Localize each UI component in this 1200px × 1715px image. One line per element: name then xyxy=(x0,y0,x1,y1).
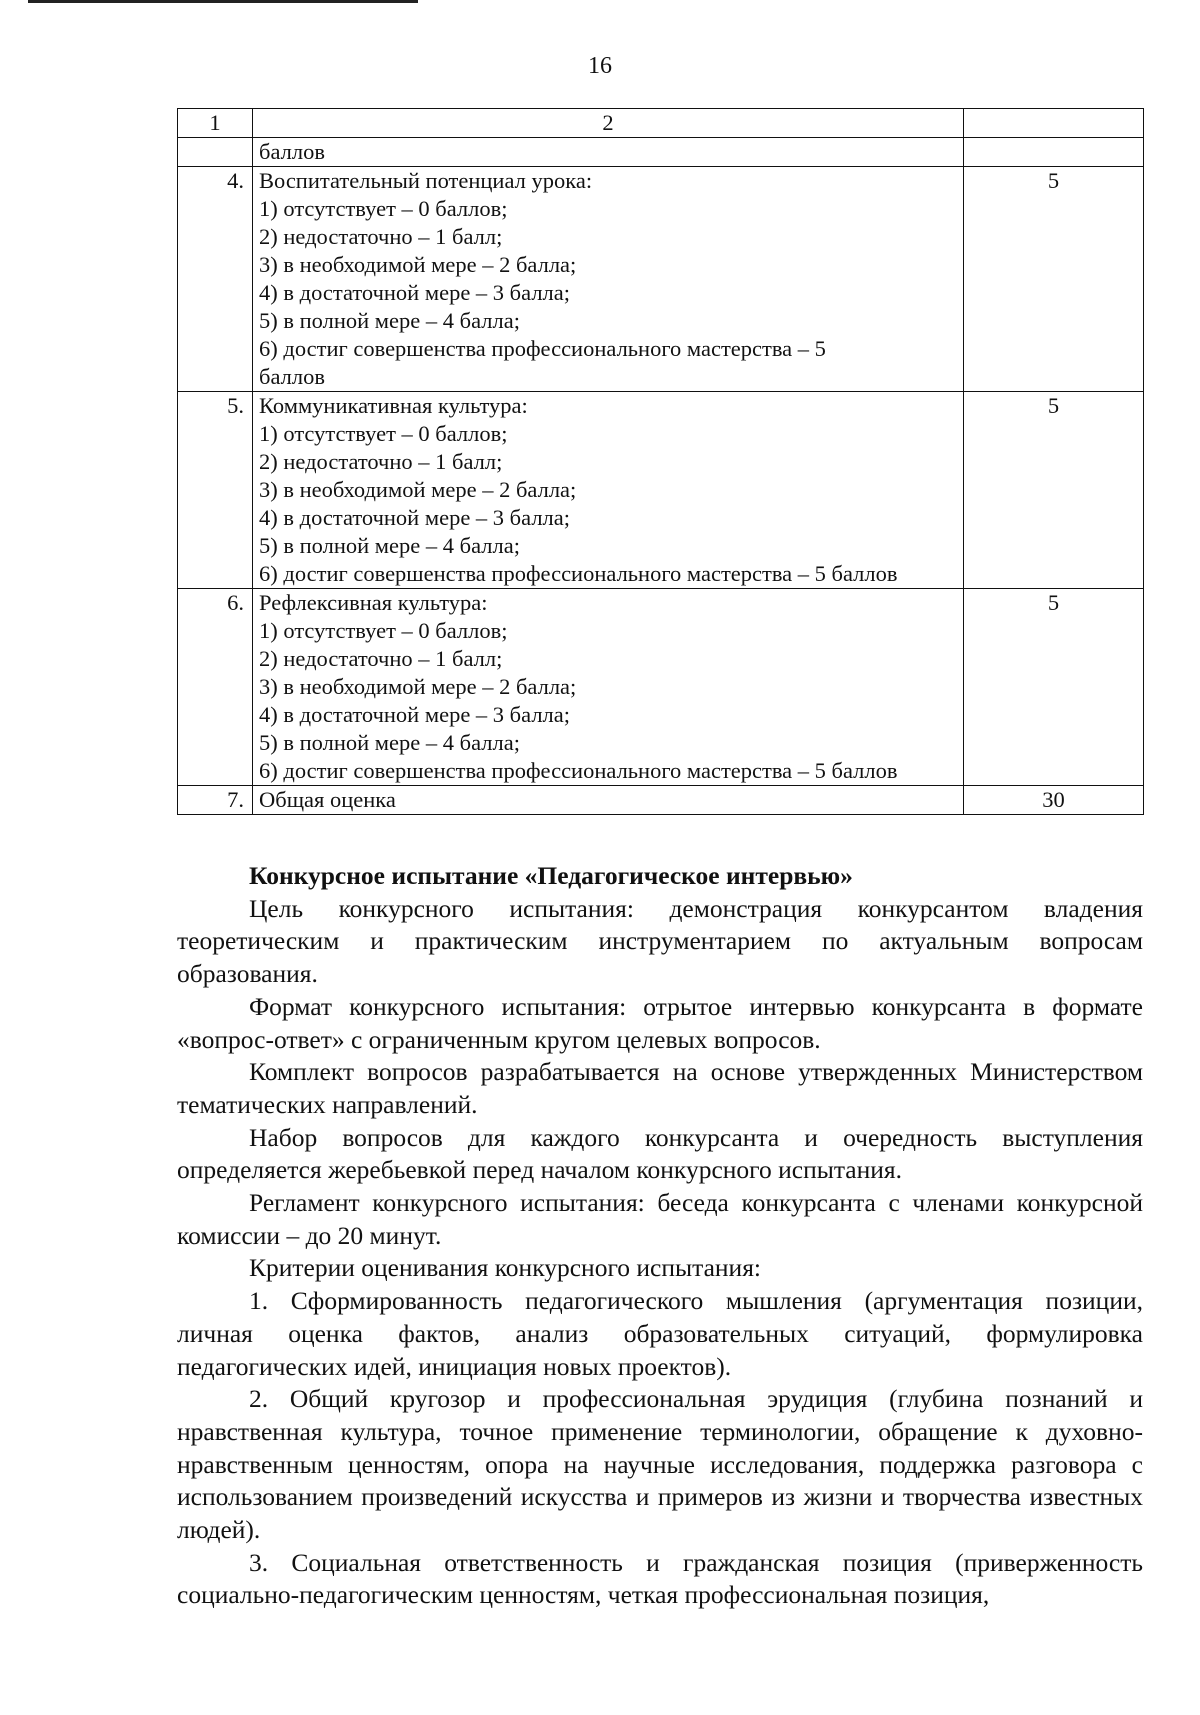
paragraph: Формат конкурсного испытания: отрытое интервью конкурсанта в формате «вопрос-ответ» с ограниченным кругом целевых вопросов. xyxy=(177,991,1143,1054)
table-cell-number: 6. xyxy=(178,589,253,786)
criterion-item: 4) в достаточной мере – 3 балла; xyxy=(259,505,571,530)
table-row xyxy=(178,167,1144,392)
body-text xyxy=(177,860,1143,1612)
criteria-table xyxy=(177,108,1144,815)
table-cell-number: 7. xyxy=(178,786,253,815)
criterion-item: 6) достиг совершенства профессионального мастерства – 5 баллов xyxy=(259,336,826,389)
criterion-item: 1) отсутствует – 0 баллов; xyxy=(259,421,508,446)
paragraph: Комплект вопросов разрабатывается на основе утвержденных Министерством тематических направлений. xyxy=(177,1057,1143,1119)
section-heading: Конкурсное испытание «Педагогическое интервью» xyxy=(249,861,853,890)
criteria-list-item: 2. Общий кругозор и профессиональная эрудиция (глубина познаний и нравственная культура, точное применение терминологии, обращение к духовно-нравственным ценностям, опора на научные исследования, поддержка разговора с использованием произведений искусства и примеров из жизни и творчества известных людей). xyxy=(177,1384,1143,1545)
table-cell-number xyxy=(178,138,253,167)
table-cell-number: 5. xyxy=(178,392,253,589)
criterion-title: Рефлексивная культура: xyxy=(259,590,488,615)
paragraph: Критерии оценивания конкурсного испытания: xyxy=(249,1253,762,1283)
table-row-total xyxy=(178,786,1144,815)
table-cell-score: 5 xyxy=(964,167,1144,392)
table-cell-score: 5 xyxy=(964,589,1144,786)
criterion-item: 3) в необходимой мере – 2 балла; xyxy=(259,477,577,502)
table-cell-criterion xyxy=(253,589,964,786)
criterion-item: 5) в полной мере – 4 балла; xyxy=(259,308,520,333)
criterion-item: 4) в достаточной мере – 3 балла; xyxy=(259,280,571,305)
header-cell-score xyxy=(964,109,1144,138)
header-cell-criterion: 2 xyxy=(253,109,964,138)
table-cell-criterion: Общая оценка xyxy=(253,786,964,815)
paragraph: Регламент конкурсного испытания: беседа конкурсанта с членами конкурсной комиссии – до 20 минут. xyxy=(177,1188,1143,1250)
table-header-row xyxy=(178,109,1144,138)
top-border-line xyxy=(28,0,418,3)
table-cell-score xyxy=(964,138,1144,167)
criterion-item: 6) достиг совершенства профессионального мастерства – 5 баллов xyxy=(259,561,898,586)
criterion-item: 1) отсутствует – 0 баллов; xyxy=(259,618,508,643)
table-row xyxy=(178,392,1144,589)
criterion-item: 2) недостаточно – 1 балл; xyxy=(259,224,503,249)
criterion-item: 1) отсутствует – 0 баллов; xyxy=(259,196,508,221)
table-cell-number: 4. xyxy=(178,167,253,392)
criterion-item: 5) в полной мере – 4 балла; xyxy=(259,533,520,558)
criterion-item: 4) в достаточной мере – 3 балла; xyxy=(259,702,571,727)
criteria-list-item: 3. Социальная ответственность и гражданская позиция (приверженность социально-педагогическим ценностям, четкая профессиональная позиция, xyxy=(177,1547,1143,1610)
page-number: 16 xyxy=(588,53,612,79)
table-cell-criterion xyxy=(253,167,964,392)
table-cell-score: 5 xyxy=(964,392,1144,589)
header-cell-number: 1 xyxy=(178,109,253,138)
table-row-continuation xyxy=(178,138,1144,167)
criterion-item: 6) достиг совершенства профессионального мастерства – 5 баллов xyxy=(259,758,898,783)
criterion-item: 5) в полной мере – 4 балла; xyxy=(259,730,520,755)
criterion-item: 2) недостаточно – 1 балл; xyxy=(259,646,503,671)
table-cell-criterion: баллов xyxy=(253,138,964,167)
criterion-item: 3) в необходимой мере – 2 балла; xyxy=(259,252,577,277)
table-cell-criterion xyxy=(253,392,964,589)
paragraph: Цель конкурсного испытания: демонстрация конкурсантом владения теоретическим и практическим инструментарием по актуальным вопросам образования. xyxy=(177,893,1143,989)
table-cell-score: 30 xyxy=(964,786,1144,815)
table-row xyxy=(178,589,1144,786)
criterion-item: 3) в необходимой мере – 2 балла; xyxy=(259,674,577,699)
criterion-title: Коммуникативная культура: xyxy=(259,393,528,418)
criterion-item: 2) недостаточно – 1 балл; xyxy=(259,449,503,474)
criterion-title: Воспитательный потенциал урока: xyxy=(259,168,593,193)
criteria-list-item: 1. Сформированность педагогического мышления (аргументация позиции, личная оценка фактов, анализ образовательных ситуаций, формулировка педагогических идей, инициация новых проектов). xyxy=(177,1286,1143,1381)
paragraph: Набор вопросов для каждого конкурсанта и очередность выступления определяется жеребьевкой перед началом конкурсного испытания. xyxy=(177,1122,1143,1185)
